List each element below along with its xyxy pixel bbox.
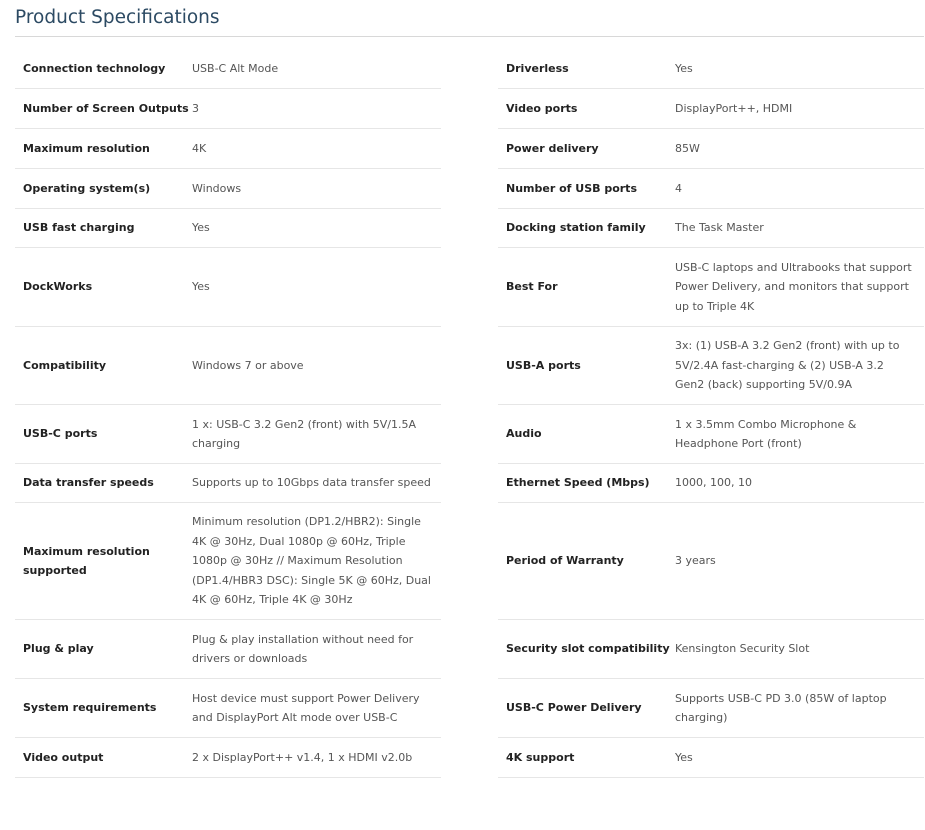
- spec-label: DockWorks: [23, 280, 93, 294]
- spec-value: Kensington Security Slot: [675, 642, 810, 656]
- spec-value: Yes: [675, 750, 693, 764]
- spec-row: [15, 89, 441, 129]
- spec-value: Minimum resolution (DP1.2/HBR2): Single 4K @ 30Hz, Dual 1080p @ 60Hz, Triple 1080p @ 30Hz // Maximum Resolution (DP1.4/HBR3 DSC): Single 5K @ 60Hz, Dual 4K @ 60Hz, Triple 4K @ 30Hz: [192, 515, 431, 607]
- spec-value: Supports up to 10Gbps data transfer speed: [192, 476, 431, 490]
- spec-row: [498, 464, 924, 503]
- spec-row: [15, 679, 441, 738]
- spec-label: USB fast charging: [23, 221, 135, 235]
- spec-row: [15, 464, 441, 503]
- spec-value: 85W: [675, 141, 700, 155]
- spec-row: [15, 327, 441, 405]
- spec-label: Maximum resolution: [23, 141, 150, 155]
- spec-label: Video ports: [506, 101, 578, 115]
- spec-label: Ethernet Speed (Mbps): [506, 476, 650, 490]
- spec-row: [15, 49, 441, 89]
- spec-value: Host device must support Power Delivery and DisplayPort Alt mode over USB-C: [192, 691, 420, 724]
- spec-value: Yes: [192, 280, 210, 294]
- spec-label: Audio: [506, 427, 542, 441]
- spec-value: USB-C laptops and Ultrabooks that support Power Delivery, and monitors that support up to Triple 4K: [675, 260, 912, 313]
- spec-row: [498, 209, 924, 248]
- spec-label: 4K support: [506, 750, 575, 764]
- spec-row: [15, 248, 441, 327]
- spec-label: Best For: [506, 280, 558, 294]
- spec-label: Maximum resolution supported: [23, 544, 150, 577]
- spec-value: Supports USB-C PD 3.0 (85W of laptop charging): [675, 691, 887, 724]
- spec-value: 2 x DisplayPort++ v1.4, 1 x HDMI v2.0b: [192, 750, 413, 764]
- spec-label: Security slot compatibility: [506, 642, 670, 656]
- spec-value: 4K: [192, 141, 207, 155]
- page-title: Product Specifications: [15, 7, 220, 28]
- spec-value: USB-C Alt Mode: [192, 61, 279, 75]
- spec-row: [15, 503, 441, 620]
- spec-label: Data transfer speeds: [23, 476, 154, 490]
- spec-row: [15, 209, 441, 248]
- spec-value: DisplayPort++, HDMI: [675, 101, 793, 115]
- spec-label: Connection technology: [23, 61, 166, 75]
- spec-value: Yes: [192, 221, 210, 235]
- spec-row: [15, 169, 441, 209]
- spec-label: System requirements: [23, 701, 157, 715]
- spec-label: Video output: [23, 750, 104, 764]
- spec-row: [498, 129, 924, 169]
- spec-value: Windows 7 or above: [192, 358, 304, 372]
- spec-row: [15, 129, 441, 169]
- spec-label: USB-C Power Delivery: [506, 701, 642, 715]
- spec-row: [498, 248, 924, 327]
- spec-row: [15, 738, 441, 778]
- spec-value: 3x: (1) USB-A 3.2 Gen2 (front) with up to 5V/2.4A fast-charging & (2) USB-A 3.2 Gen2 (back) supporting 5V/0.9A: [675, 339, 900, 392]
- spec-row: [498, 679, 924, 738]
- spec-value: 1 x: USB-C 3.2 Gen2 (front) with 5V/1.5A charging: [192, 417, 417, 450]
- spec-value: 3: [192, 101, 199, 115]
- spec-table-right: [498, 49, 924, 778]
- spec-label: Docking station family: [506, 221, 646, 235]
- title-divider: [15, 36, 924, 37]
- spec-row: [498, 89, 924, 129]
- spec-row: [498, 405, 924, 464]
- spec-value: 4: [675, 181, 682, 195]
- spec-label: USB-A ports: [506, 358, 581, 372]
- spec-label: Power delivery: [506, 141, 599, 155]
- spec-row: [498, 49, 924, 89]
- spec-value: 1000, 100, 10: [675, 476, 752, 490]
- spec-value: 3 years: [675, 554, 716, 568]
- spec-value: 1 x 3.5mm Combo Microphone & Headphone Port (front): [675, 417, 857, 450]
- spec-row: [498, 169, 924, 209]
- spec-label: Period of Warranty: [506, 554, 624, 568]
- spec-row: [498, 327, 924, 405]
- spec-row: [498, 503, 924, 620]
- spec-row: [15, 620, 441, 679]
- spec-label: Plug & play: [23, 642, 94, 656]
- spec-value: Windows: [192, 181, 242, 195]
- spec-label: Number of Screen Outputs: [23, 101, 189, 115]
- spec-label: Compatibility: [23, 358, 107, 372]
- spec-row: [15, 405, 441, 464]
- spec-label: Driverless: [506, 61, 569, 75]
- spec-row: [498, 620, 924, 679]
- spec-row: [498, 738, 924, 778]
- spec-label: Operating system(s): [23, 181, 151, 195]
- spec-table-left: [15, 49, 441, 778]
- spec-label: USB-C ports: [23, 427, 98, 441]
- spec-value: The Task Master: [675, 221, 764, 235]
- spec-value: Plug & play installation without need for drivers or downloads: [192, 632, 414, 665]
- spec-value: Yes: [675, 61, 693, 75]
- spec-label: Number of USB ports: [506, 181, 637, 195]
